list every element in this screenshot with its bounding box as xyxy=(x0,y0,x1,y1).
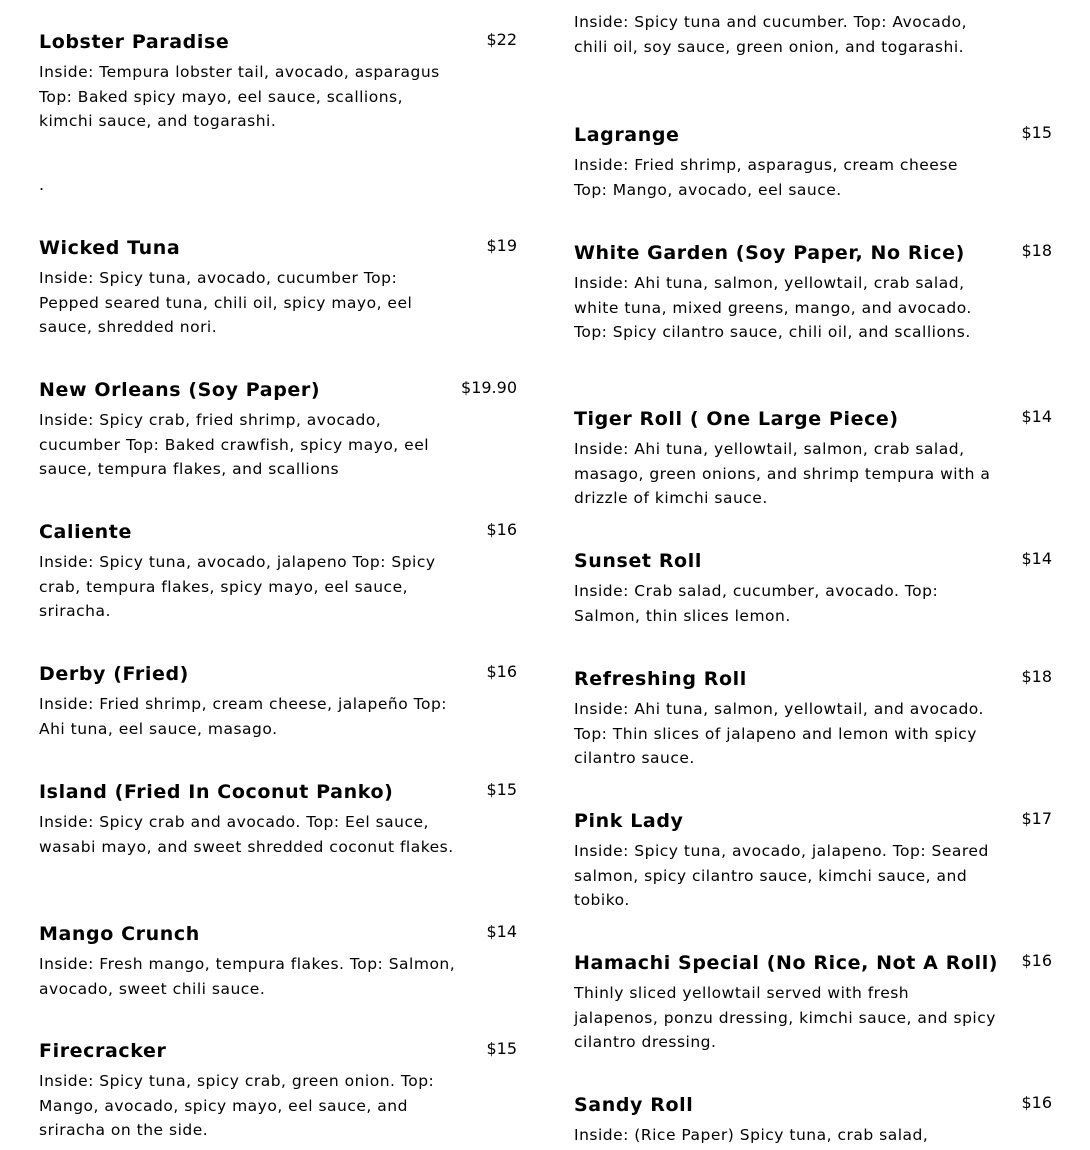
item-description: Inside: Fresh mango, tempura flakes. Top: Salmon, avocado, sweet chili sauce. xyxy=(39,955,456,998)
item-description: Inside: Spicy tuna, avocado, cucumber Top: Pepped seared tuna, chili oil, spicy mayo, eel sauce, shredded nori. xyxy=(39,269,413,337)
stray-mark: . xyxy=(39,175,45,194)
item-price: $16 xyxy=(1021,951,1052,970)
item-price: $17 xyxy=(1021,809,1052,828)
item-price: $15 xyxy=(486,1039,517,1058)
item-description: Inside: Tempura lobster tail, avocado, asparagus Top: Baked spicy mayo, eel sauce, scallions, kimchi sauce, and togarashi. xyxy=(39,63,440,131)
item-name: Lagrange xyxy=(574,124,680,146)
item-price: $14 xyxy=(1021,407,1052,426)
item-description: Thinly sliced yellowtail served with fresh jalapenos, ponzu dressing, kimchi sauce, and spicy cilantro dressing. xyxy=(574,984,996,1052)
item-description: Inside: Spicy tuna, spicy crab, green onion. Top: Mango, avocado, spicy mayo, eel sauce, and sriracha on the side. xyxy=(39,1072,435,1140)
item-name: Sunset Roll xyxy=(574,550,702,572)
item-description: Inside: Ahi tuna, yellowtail, salmon, crab salad, masago, green onions, and shrimp tempura with a drizzle of kimchi sauce. xyxy=(574,440,991,508)
item-price: $16 xyxy=(1021,1093,1052,1112)
item-description: Inside: Fried shrimp, cream cheese, jalapeño Top: Ahi tuna, eel sauce, masago. xyxy=(39,695,448,738)
item-description: Inside: Ahi tuna, salmon, yellowtail, crab salad, white tuna, mixed greens, mango, and avocado. Top: Spicy cilantro sauce, chili oil, and scallions. xyxy=(574,274,972,342)
item-name: Mango Crunch xyxy=(39,923,200,945)
item-name: White Garden (Soy Paper, No Rice) xyxy=(574,242,965,264)
item-description: Inside: Ahi tuna, salmon, yellowtail, and avocado. Top: Thin slices of jalapeno and lemon with spicy cilantro sauce. xyxy=(574,700,984,768)
item-price: $19.90 xyxy=(461,378,517,397)
item-name: Lobster Paradise xyxy=(39,31,230,53)
item-description: Inside: Spicy crab, fried shrimp, avocado, cucumber Top: Baked crawfish, spicy mayo, eel sauce, tempura flakes, and scallions xyxy=(39,411,430,479)
menu-column-left xyxy=(39,0,517,1150)
item-name: Hamachi Special (No Rice, Not A Roll) xyxy=(574,952,999,974)
item-description: Inside: Spicy crab and avocado. Top: Eel sauce, wasabi mayo, and sweet shredded coconut flakes. xyxy=(39,813,454,856)
item-price: $14 xyxy=(1021,549,1052,568)
item-name: Pink Lady xyxy=(574,810,684,832)
item-name: Wicked Tuna xyxy=(39,237,181,259)
item-price: $14 xyxy=(486,922,517,941)
item-name: Derby (Fried) xyxy=(39,663,189,685)
item-name: New Orleans (Soy Paper) xyxy=(39,379,321,401)
item-description: Inside: Spicy tuna, avocado, jalapeno. Top: Seared salmon, spicy cilantro sauce, kimchi sauce, and tobiko. xyxy=(574,842,989,910)
item-description: Inside: Fried shrimp, asparagus, cream cheese Top: Mango, avocado, eel sauce. xyxy=(574,156,958,199)
item-name: Refreshing Roll xyxy=(574,668,747,690)
item-name: Sandy Roll xyxy=(574,1094,694,1116)
item-price: $18 xyxy=(1021,241,1052,260)
menu-column-right xyxy=(574,0,1052,1150)
item-price: $16 xyxy=(486,662,517,681)
item-description: Inside: Spicy tuna and cucumber. Top: Avocado, chili oil, soy sauce, green onion, and togarashi. xyxy=(574,13,968,56)
item-price: $19 xyxy=(486,236,517,255)
item-name: Caliente xyxy=(39,521,132,543)
item-name: Firecracker xyxy=(39,1040,167,1062)
item-price: $16 xyxy=(486,520,517,539)
item-description: Inside: (Rice Paper) Spicy tuna, crab salad, xyxy=(574,1126,929,1144)
item-price: $15 xyxy=(1021,123,1052,142)
item-price: $15 xyxy=(486,780,517,799)
item-name: Island (Fried In Coconut Panko) xyxy=(39,781,394,803)
item-description: Inside: Spicy tuna, avocado, jalapeno Top: Spicy crab, tempura flakes, spicy mayo, eel sauce, sriracha. xyxy=(39,553,436,621)
item-price: $18 xyxy=(1021,667,1052,686)
item-description: Inside: Crab salad, cucumber, avocado. Top: Salmon, thin slices lemon. xyxy=(574,582,939,625)
item-name: Tiger Roll ( One Large Piece) xyxy=(574,408,899,430)
item-price: $22 xyxy=(486,30,517,49)
